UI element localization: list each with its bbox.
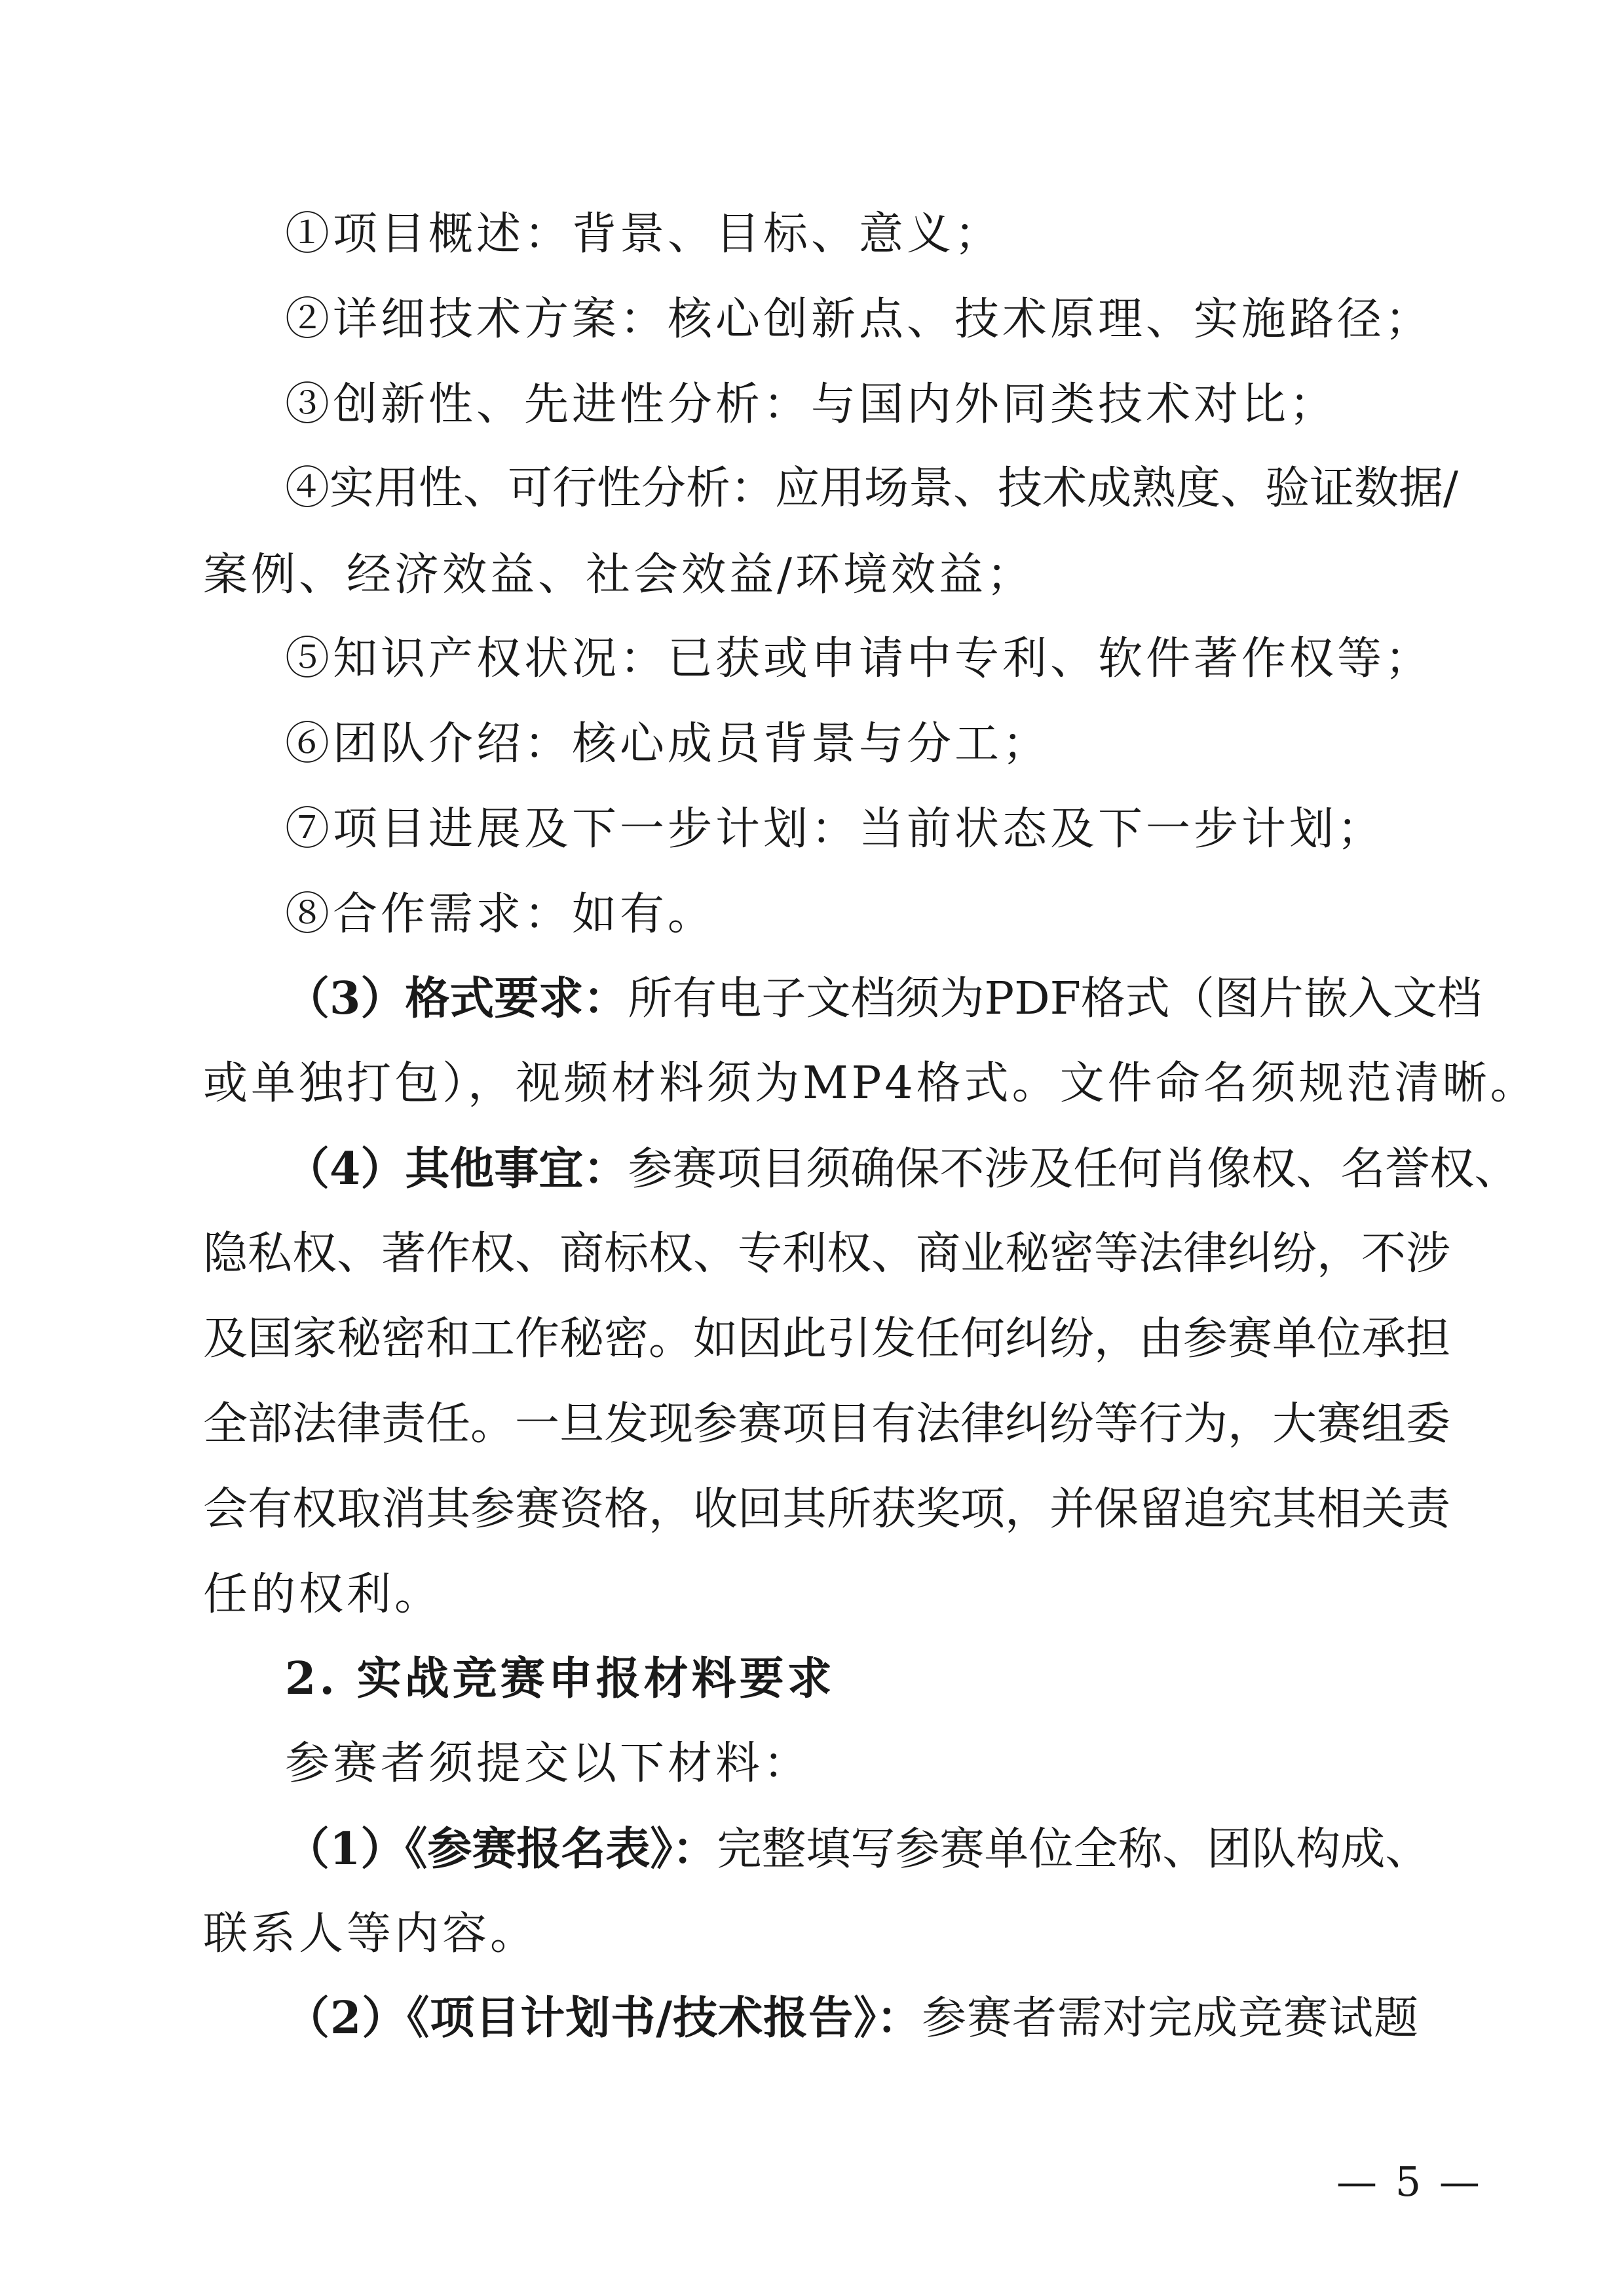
material-registration-line2: 联系人等内容。	[203, 1908, 538, 1960]
section-intro: 参赛者须提交以下材料：	[285, 1738, 812, 1789]
other-matters-line3: 及国家秘密和工作秘密。如因此引发任何纠纷，由参赛单位承担	[203, 1313, 1451, 1365]
list-item-team: ⑥团队介绍：核心成员背景与分工；	[285, 718, 1051, 770]
material-registration-text: 完整填写参赛单位全称、团队构成、	[717, 1824, 1430, 1875]
other-matters-heading: （4）其他事宜：	[285, 1143, 628, 1195]
material-plan-heading: （2）《项目计划书/技术报告》：	[285, 1992, 922, 2044]
list-item-practicality-line2: 案例、经济效益、社会效益/环境效益；	[203, 549, 1034, 601]
other-matters-line6: 任的权利。	[203, 1569, 443, 1620]
list-item-progress: ⑦项目进展及下一步计划：当前状态及下一步计划；	[285, 803, 1386, 855]
other-matters-line5: 会有权取消其参赛资格，收回其所获奖项，并保留追究其相关责	[203, 1483, 1451, 1535]
list-item-technical-plan: ②详细技术方案：核心创新点、技术原理、实施路径；	[285, 294, 1433, 345]
format-requirements-text: 所有电子文档须为PDF格式（图片嵌入文档	[628, 973, 1482, 1025]
list-item-cooperation: ⑧合作需求：如有。	[285, 889, 716, 940]
material-registration-heading: （1）《参赛报名表》：	[285, 1823, 717, 1875]
other-matters-line1	[285, 1143, 1519, 1196]
list-item-overview: ①项目概述：背景、目标、意义；	[285, 208, 1003, 260]
format-requirements-heading: （3）格式要求：	[285, 972, 628, 1025]
other-matters-text: 参赛项目须确保不涉及任何肖像权、名誉权、	[628, 1143, 1519, 1195]
other-matters-line2: 隐私权、著作权、商标权、专利权、商业秘密等法律纠纷，不涉	[203, 1228, 1451, 1280]
list-item-practicality-line1: ④实用性、可行性分析：应用场景、技术成熟度、验证数据/	[285, 463, 1458, 514]
other-matters-line4: 全部法律责任。一旦发现参赛项目有法律纠纷等行为，大赛组委	[203, 1398, 1451, 1450]
format-requirements-line2: 或单独打包），视频材料须为MP4格式。文件命名须规范清晰。	[203, 1058, 1538, 1109]
list-item-ip-status: ⑤知识产权状况：已获或申请中专利、软件著作权等；	[285, 633, 1433, 685]
material-plan-text: 参赛者需对完成竞赛试题	[922, 1993, 1418, 2044]
section-heading: 2. 实战竞赛申报材料要求	[285, 1653, 835, 1705]
list-item-innovation: ③创新性、先进性分析：与国内外同类技术对比；	[285, 379, 1338, 430]
material-plan-line1	[285, 1992, 1418, 2045]
format-requirements-line1	[285, 972, 1482, 1025]
page-number: — 5 —	[1336, 2158, 1482, 2206]
material-registration-line1	[285, 1823, 1430, 1876]
